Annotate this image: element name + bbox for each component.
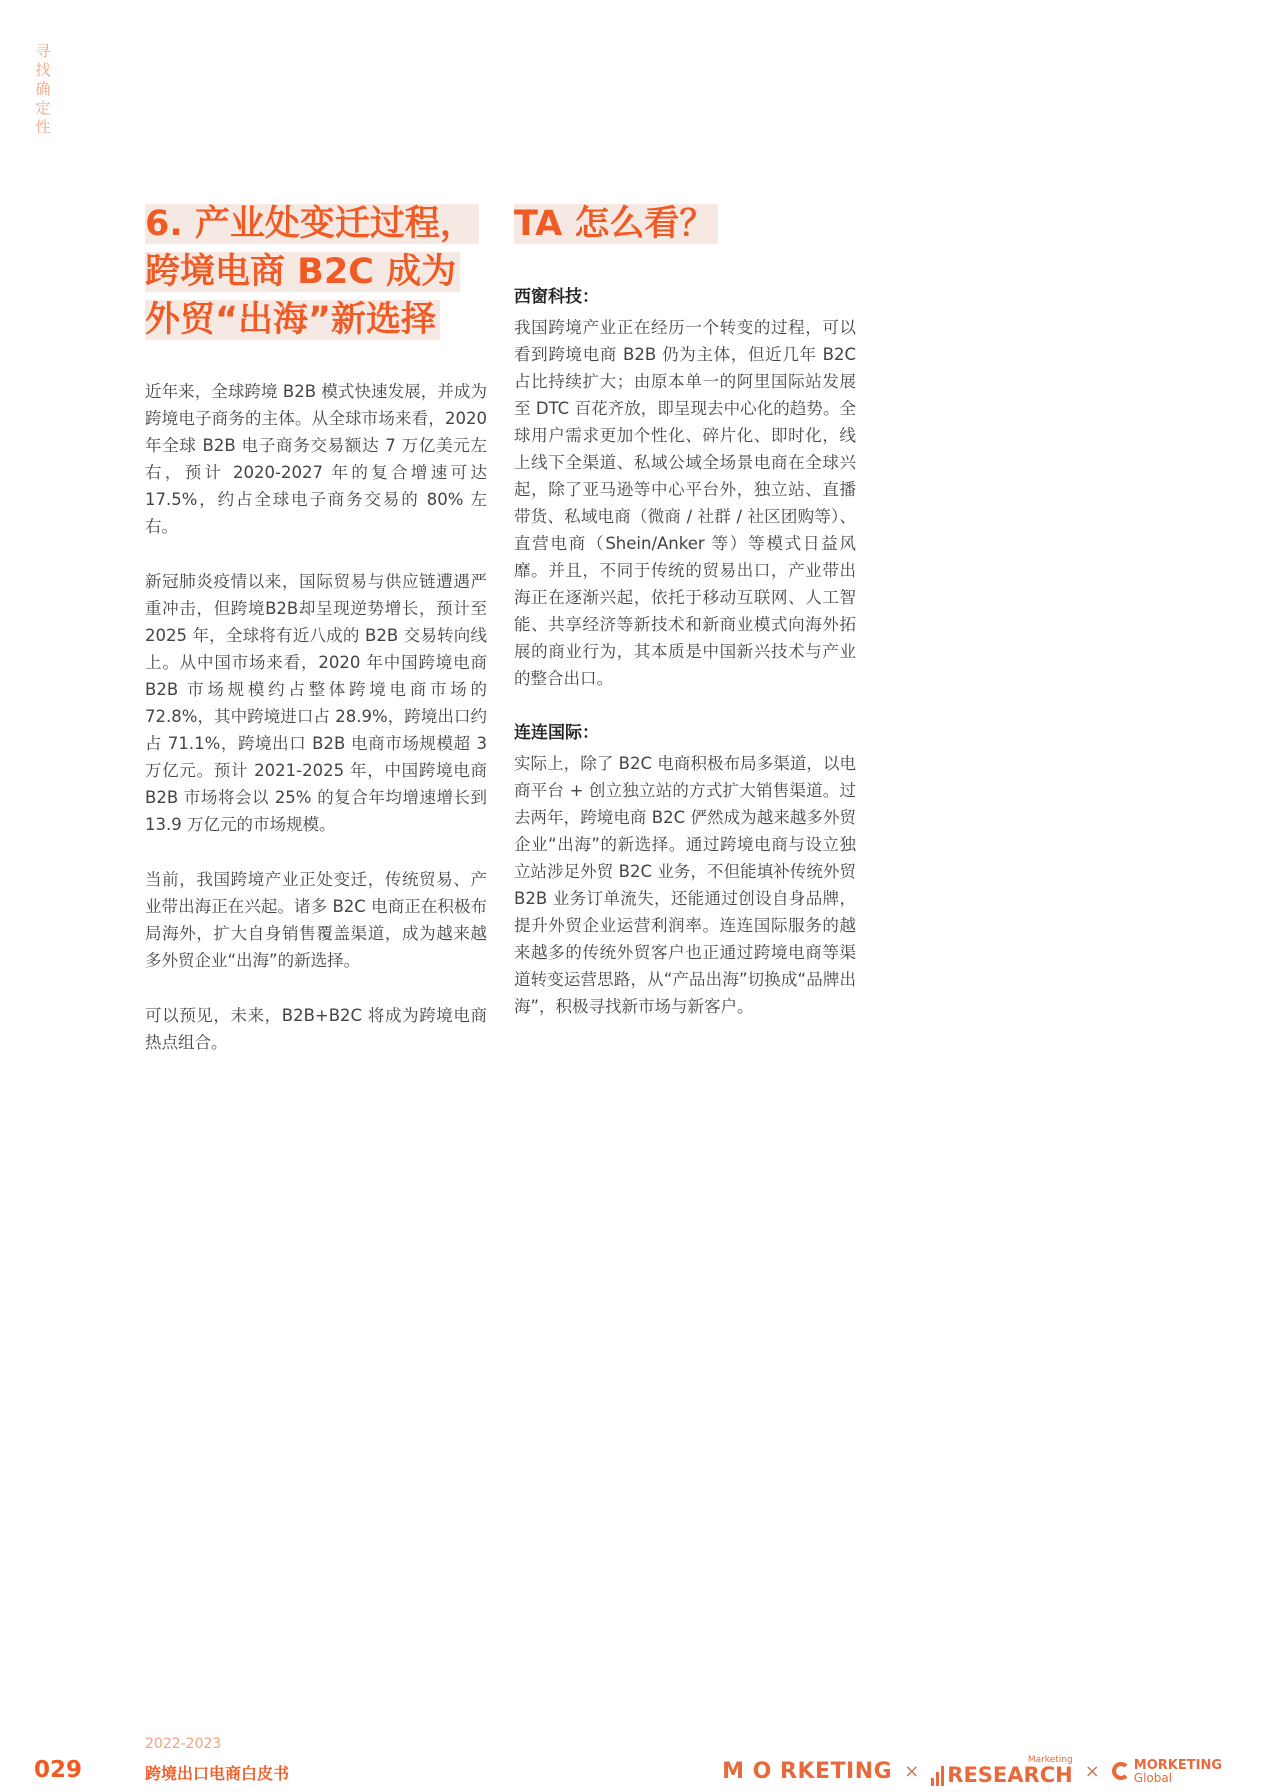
section-title-line-1: 6. 产业处变迁过程， — [145, 204, 479, 244]
times-icon: × — [904, 1760, 920, 1782]
body-paragraph-1: 近年来，全球跨境 B2B 模式快速发展，并成为跨境电子商务的主体。从全球市场来看，2020 年全球 B2B 电子商务交易额达 7 万亿美元左右，预计 2020-2027 年的复合增速可达 17.5%，约占全球电子商务交易的 80% 左右。 — [145, 382, 487, 536]
speaker-name-2: 连连国际： — [514, 723, 599, 743]
page-number: 029 — [34, 1757, 83, 1783]
global-logo-line-1: MORKETING — [1133, 1757, 1222, 1773]
speaker-quote-2: 实际上，除了 B2C 电商积极布局多渠道，以电商平台 + 创立独立站的方式扩大销售渠道。过去两年，跨境电商 B2C 俨然成为越来越多外贸企业“出海”的新选择。通过跨境电商与设立独立站涉足外贸 B2C 业务，不但能填补传统外贸 B2B 业务订单流失，还能通过创设自身品牌，提升外贸企业运营利润率。连连国际服务的越来越多的传统外贸客户也正通过跨境电商等渠道转变运营思路，从“产品出海”切换成“品牌出海”，积极寻找新市场与新客户。 — [514, 754, 856, 1016]
right-column — [514, 200, 856, 1048]
section-title-line-3: 外贸“出海”新选择 — [145, 300, 440, 340]
morketing-research-logo — [931, 1756, 1072, 1786]
bars-icon — [931, 1766, 944, 1786]
opinion-title: TA 怎么看？ — [514, 204, 718, 244]
section-title — [145, 200, 487, 344]
left-body — [145, 378, 487, 1056]
speaker-name-1: 西窗科技： — [514, 287, 599, 307]
footer-book-title: 跨境出口电商白皮书 — [145, 1764, 290, 1783]
speaker-quote-1: 我国跨境产业正在经历一个转变的过程，可以看到跨境电商 B2B 仍为主体，但近几年 B2C 占比持续扩大；由原本单一的阿里国际站发展至 DTC 百花齐放，即呈现去中心化的趋势。全球用户需求更加个性化、碎片化、即时化，线上线下全渠道、私域公域全场景电商在全球兴起，除了亚马逊等中心平台外，独立站、直播带货、私域电商（微商 / 社群 / 社区团购等）、直营电商（Shein/Anker 等）等模式日益风靡。并且，不同于传统的贸易出口，产业带出海正在逐渐兴起，依托于移动互联网、人工智能、共享经济等新技术和新商业模式向海外拓展的商业行为，其本质是中国新兴技术与产业的整合出口。 — [514, 318, 856, 688]
body-paragraph-4: 可以预见，未来，B2B+B2C 将成为跨境电商热点组合。 — [145, 1006, 487, 1052]
section-side-tab: 寻找确定性 — [35, 42, 51, 136]
left-column — [145, 200, 487, 1084]
morketing-global-logo — [1112, 1759, 1222, 1784]
research-logo-text: RESEARCH — [947, 1763, 1073, 1787]
footer-year: 2022-2023 — [145, 1736, 222, 1752]
body-paragraph-3: 当前，我国跨境产业正处变迁，传统贸易、产业带出海正在兴起。诸多 B2C 电商正在积极布局海外，扩大自身销售覆盖渠道，成为越来越多外贸企业“出海”的新选择。 — [145, 870, 487, 970]
research-logo-small-text: Marketing — [1027, 1755, 1073, 1765]
footer-logos — [722, 1756, 1222, 1786]
c-circle-icon — [1112, 1762, 1130, 1780]
body-paragraph-2: 新冠肺炎疫情以来，国际贸易与供应链遭遇严重冲击，但跨境B2B却呈现逆势增长，预计至 2025 年，全球将有近八成的 B2B 交易转向线上。从中国市场来看，2020 年中国跨境电商 B2B 市场规模约占整体跨境电商市场的 72.8%，其中跨境进口占 28.9%，跨境出口约占 71.1%，跨境出口 B2B 电商市场规模超 3 万亿元。预计 2021-2025 年，中国跨境电商 B2B 市场将会以 25% 的复合年均增速增长到 13.9 万亿元的市场规模。 — [145, 572, 487, 834]
section-title-line-2: 跨境电商 B2C 成为 — [145, 252, 460, 292]
times-icon-2: × — [1084, 1760, 1100, 1782]
morketing-logo: M O RKETING — [722, 1758, 893, 1784]
global-logo-line-2: Global — [1133, 1770, 1173, 1785]
